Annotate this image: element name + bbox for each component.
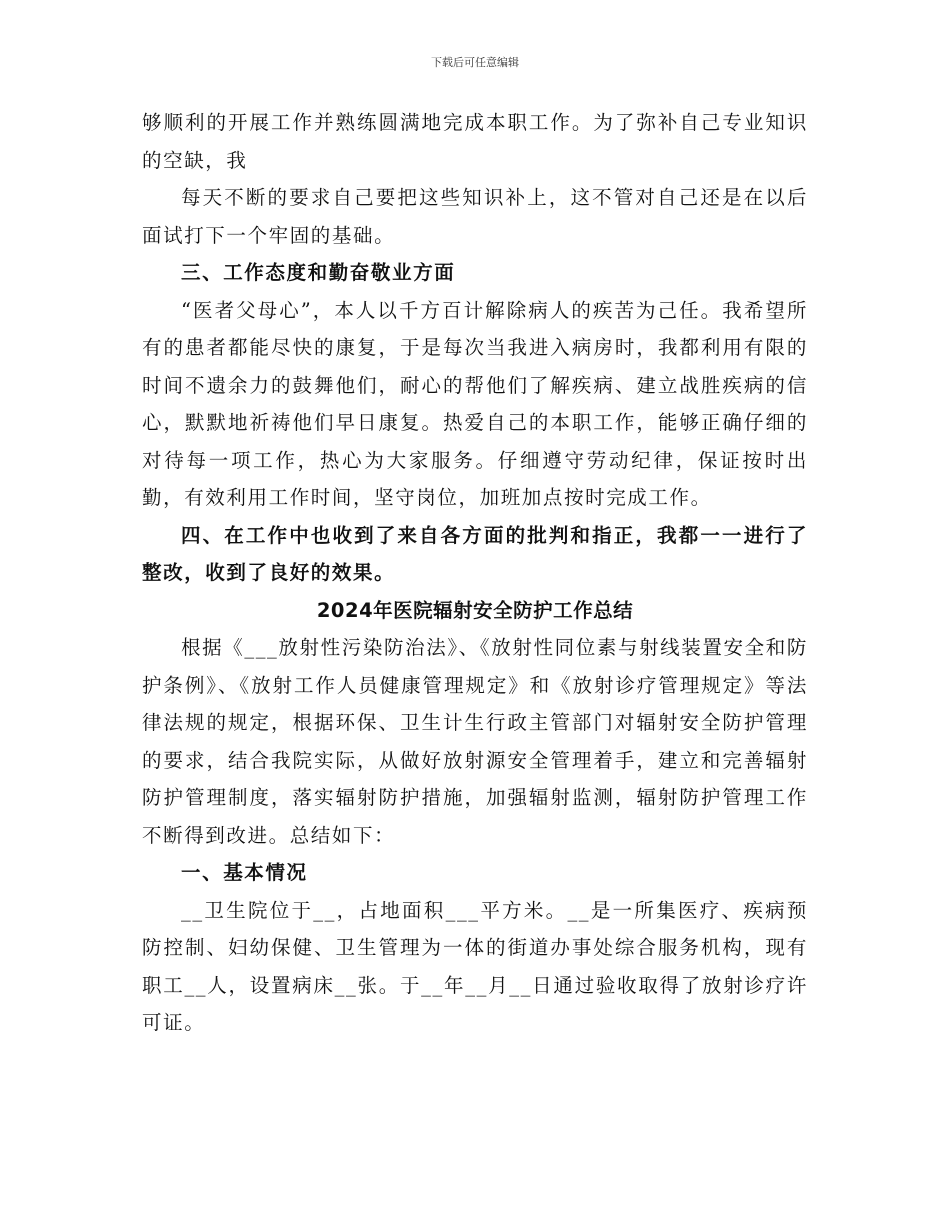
- paragraph-study: 每天不断的要求自己要把这些知识补上，这不管对自己还是在以后面试打下一个牢固的基础。: [142, 186, 808, 247]
- document-body: [142, 104, 808, 1042]
- document-title: 2024年医院辐射安全防护工作总结: [316, 598, 634, 622]
- paragraph-attitude: “医者父母心”，本人以千方百计解除病人的疾苦为己任。我希望所有的患者都能尽快的康复，于是每次当我进入病房时，我都利用有限的时间不遗余力的鼓舞他们，耐心的帮他们了解疾病、建立战胜疾病的信心，默默地祈祷他们早日康复。热爱自己的本职工作，能够正确仔细的对待每一项工作，热心为大家服务。仔细遵守劳动纪律，保证按时出勤，有效利用工作时间，坚守岗位，加班加点按时完成工作。: [142, 298, 808, 509]
- section-heading-attitude: 三、工作态度和勤奋敬业方面: [181, 261, 456, 284]
- page-header: 下载后可任意编辑: [431, 56, 519, 69]
- paragraph-continuation: 够顺利的开展工作并熟练圆满地完成本职工作。为了弥补自己专业知识的空缺，我: [142, 111, 808, 172]
- section-heading-feedback: 四、在工作中也收到了来自各方面的批判和指正，我都一一进行了整改，收到了良好的效果。: [142, 523, 808, 584]
- paragraph-introduction: 根据《___放射性污染防治法》、《放射性同位素与射线装置安全和防护条例》、《放射工作人员健康管理规定》和《放射诊疗管理规定》等法律法规的规定，根据环保、卫生计生行政主管部门对辐射安全防护管理的要求，结合我院实际，从做好放射源安全管理着手，建立和完善辐射防护管理制度，落实辐射防护措施，加强辐射监测，辐射防护管理工作不断得到改进。总结如下：: [142, 636, 808, 847]
- paragraph-basic-info: __卫生院位于__，占地面积___平方米。__是一所集医疗、疾病预防控制、妇幼保健、卫生管理为一体的街道办事处综合服务机构，现有职工__人，设置病床__张。于__年__月__日通过验收取得了放射诊疗许可证。: [142, 898, 808, 1034]
- section-heading-basic-info: 一、基本情况: [181, 861, 308, 884]
